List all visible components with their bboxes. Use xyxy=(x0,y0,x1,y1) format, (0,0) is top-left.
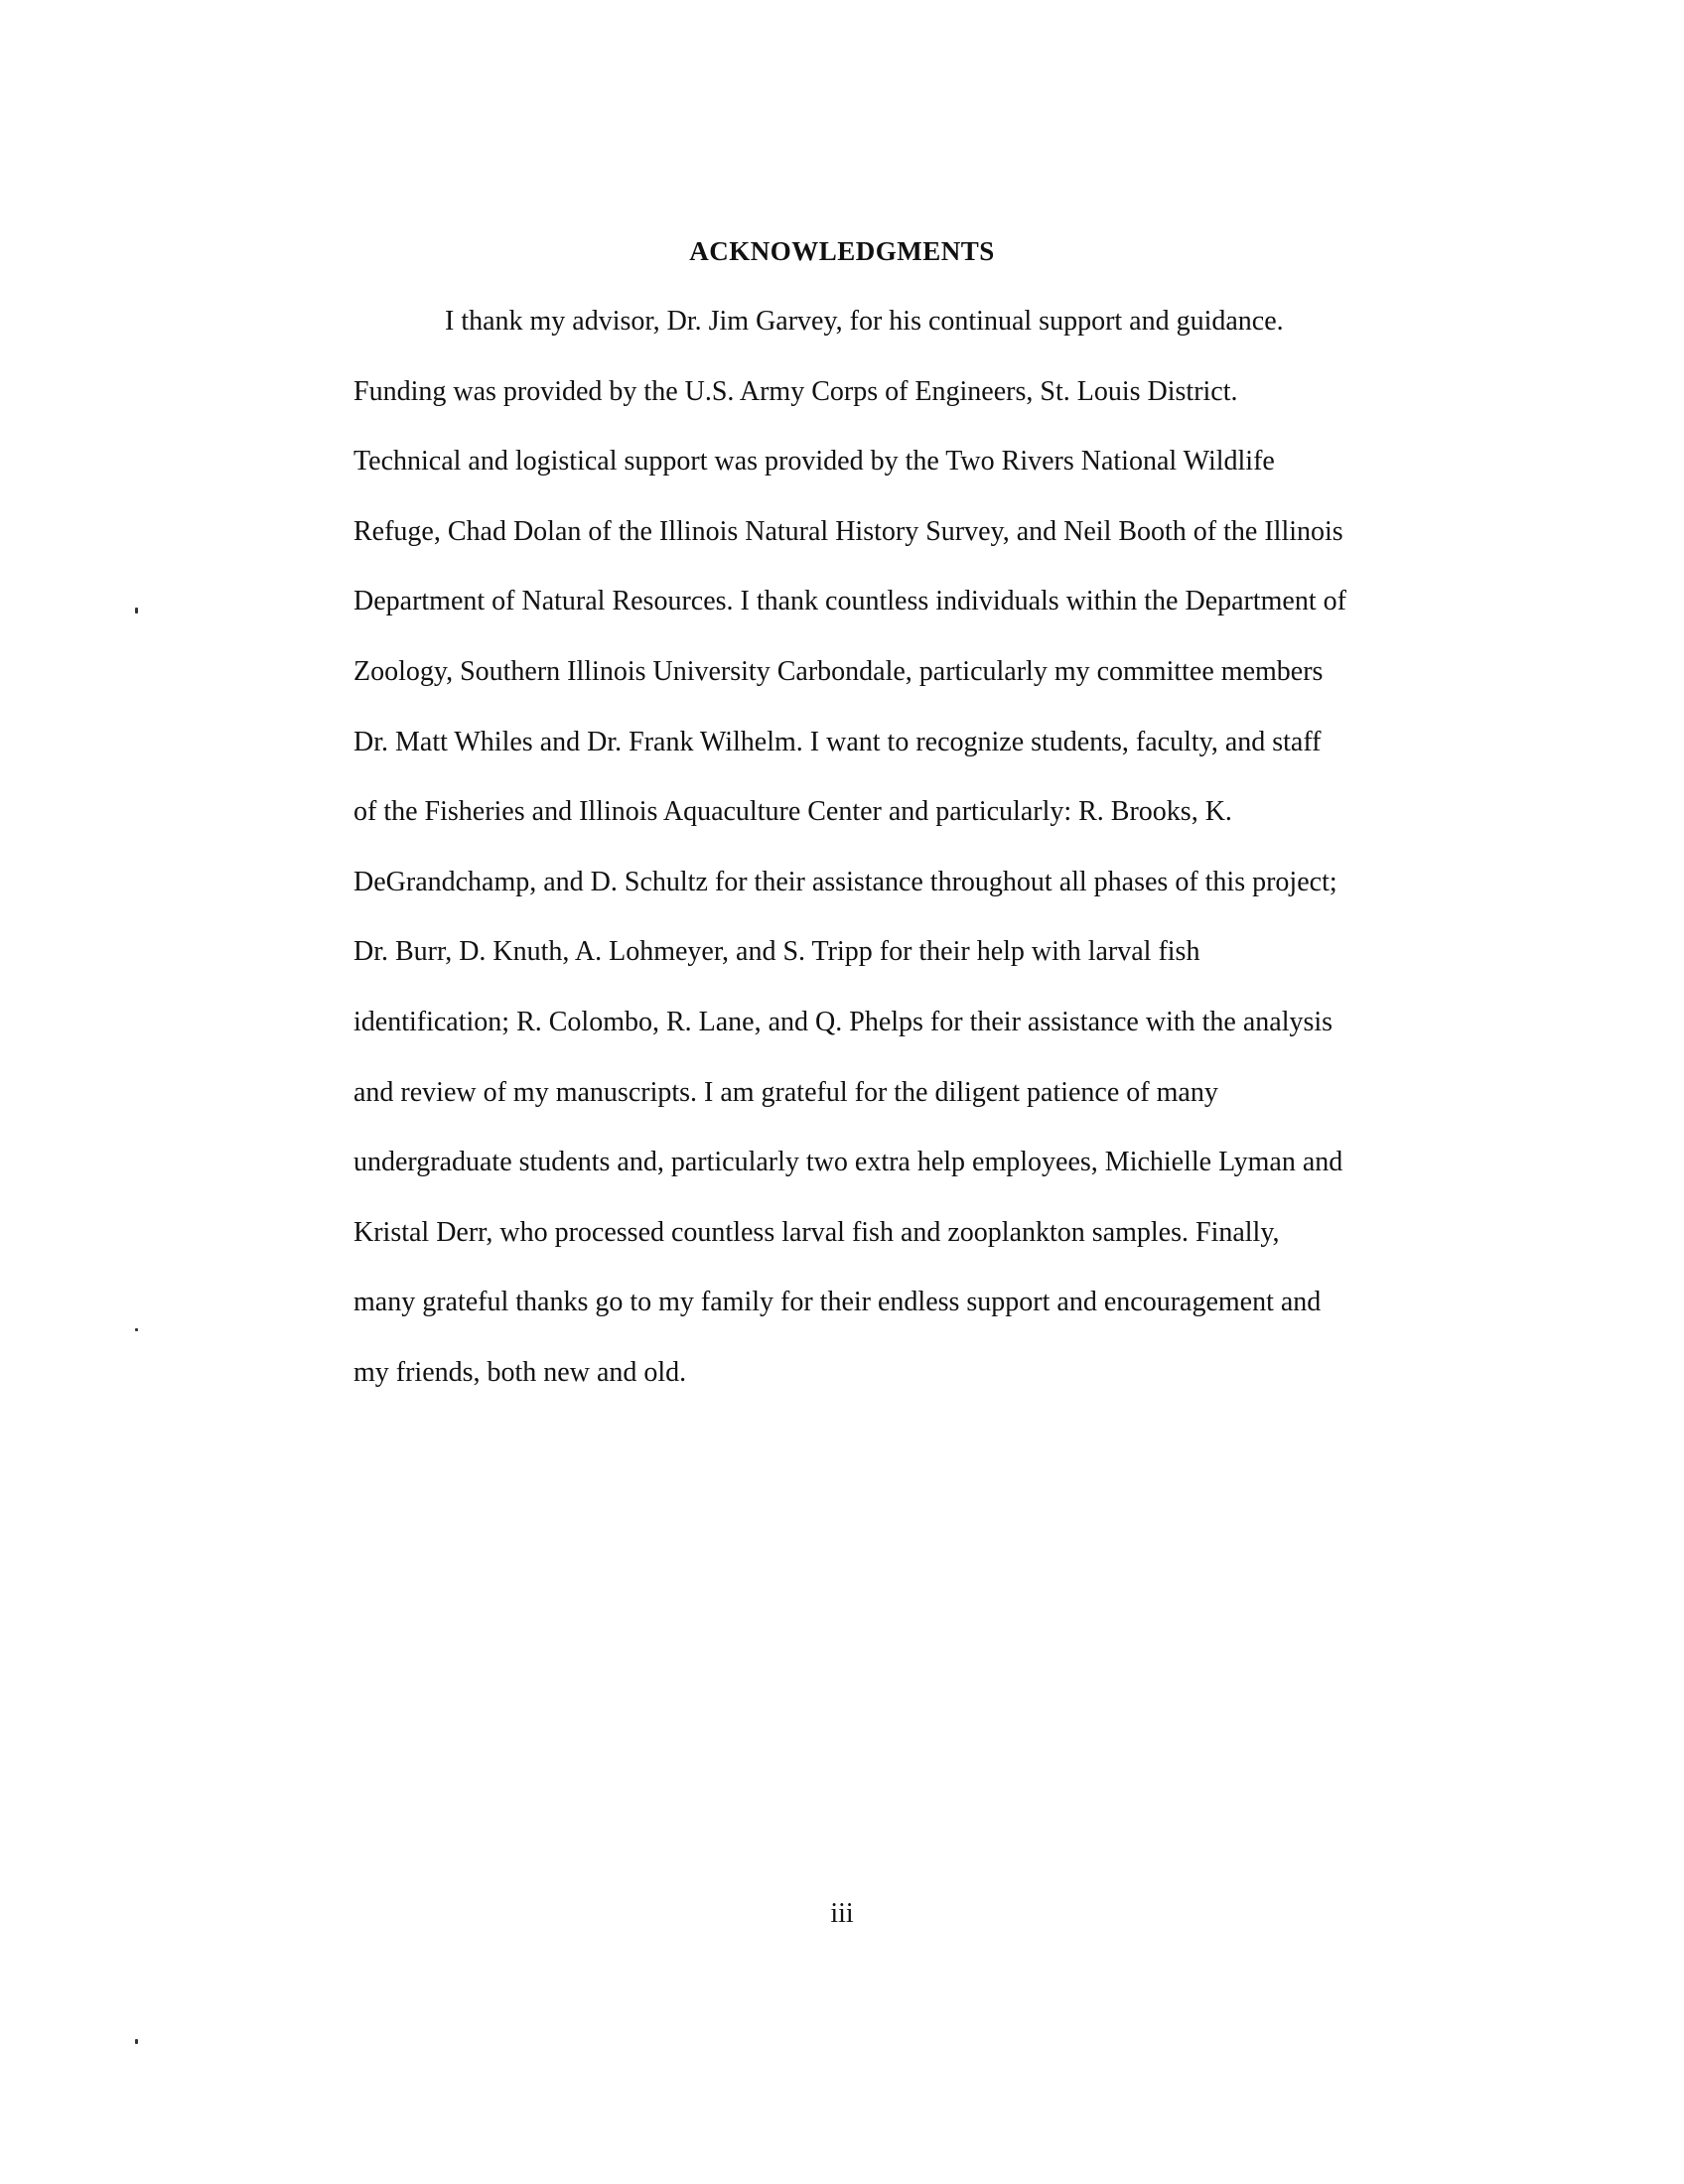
body-line: Zoology, Southern Illinois University Carbondale, particularly my committee members xyxy=(353,655,1324,687)
body-line: my friends, both new and old. xyxy=(353,1356,687,1388)
scan-speck-mark xyxy=(135,608,138,614)
page-heading: ACKNOWLEDGMENTS xyxy=(689,236,995,266)
body-line: many grateful thanks go to my family for their endless support and encouragement and xyxy=(353,1287,1322,1318)
body-line: of the Fisheries and Illinois Aquaculture Center and particularly: R. Brooks, K. xyxy=(353,796,1232,828)
body-line: Technical and logistical support was provided by the Two Rivers National Wildlife xyxy=(353,446,1275,478)
scan-speck-mark xyxy=(135,2039,138,2044)
body-line: Dr. Matt Whiles and Dr. Frank Wilhelm. I want to recognize students, faculty, and staff xyxy=(353,726,1322,757)
body-line: I thank my advisor, Dr. Jim Garvey, for his continual support and guidance. xyxy=(445,306,1284,337)
body-line: Department of Natural Resources. I thank countless individuals within the Department of xyxy=(353,586,1346,617)
body-line: Funding was provided by the U.S. Army Corps of Engineers, St. Louis District. xyxy=(353,375,1238,407)
body-line: identification; R. Colombo, R. Lane, and Q. Phelps for their assistance with the analysis xyxy=(353,1006,1333,1037)
acknowledgments-body xyxy=(353,304,1475,1426)
body-line: undergraduate students and, particularly two extra help employees, Michielle Lyman and xyxy=(353,1147,1343,1178)
body-line: Kristal Derr, who processed countless larval fish and zooplankton samples. Finally, xyxy=(353,1216,1280,1248)
body-line: and review of my manuscripts. I am grateful for the diligent patience of many xyxy=(353,1076,1218,1108)
page-number: iii xyxy=(830,1898,854,1929)
body-line: DeGrandchamp, and D. Schultz for their assistance throughout all phases of this project; xyxy=(353,866,1337,897)
body-line: Dr. Burr, D. Knuth, A. Lohmeyer, and S. Tripp for their help with larval fish xyxy=(353,936,1200,968)
scan-speck-mark xyxy=(135,1328,138,1331)
body-line: Refuge, Chad Dolan of the Illinois Natural History Survey, and Neil Booth of the Illinois xyxy=(353,515,1343,547)
